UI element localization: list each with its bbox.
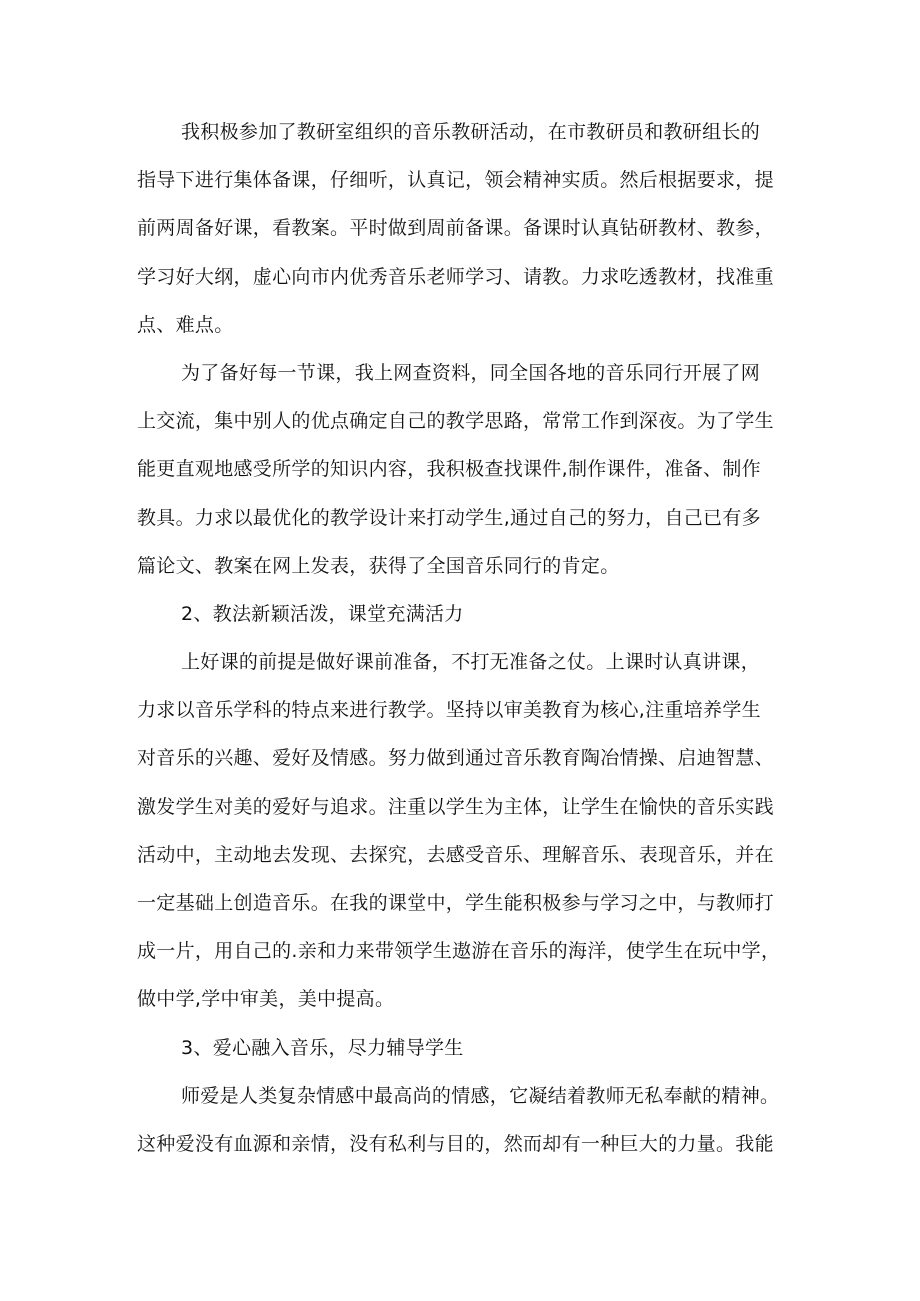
text-line: 篇论文、教案在网上发表，获得了全国音乐同行的肯定。 <box>137 554 620 577</box>
section-heading-2 <box>137 590 801 638</box>
paragraph-3 <box>137 638 801 1024</box>
section-heading-3 <box>137 1024 801 1072</box>
document-body <box>137 108 801 1168</box>
text-line: 激发学生对美的爱好与追求。注重以学生为主体，让学生在愉快的音乐实践 <box>137 795 774 818</box>
text-line: 对音乐的兴趣、爱好及情感。努力做到通过音乐教育陶冶情操、启迪智慧、 <box>137 747 774 770</box>
text-line: 师爱是人类复杂情感中最高尚的情感，它凝结着教师无私奉献的精神。 <box>181 1084 780 1107</box>
text-line: 为了备好每一节课，我上网查资料，同全国各地的音乐同行开展了网 <box>181 361 761 384</box>
paragraph-1 <box>137 108 801 349</box>
heading-line: 2、教法新颖活泼，课堂充满活力 <box>181 602 464 625</box>
text-line: 指导下进行集体备课，仔细听，认真记，领会精神实质。然后根据要求，提 <box>137 169 774 192</box>
text-line: 我积极参加了教研室组织的音乐教研活动，在市教研员和教研组长的 <box>181 121 761 143</box>
text-line: 能更直观地感受所学的知识内容，我积极查找课件,制作课件，准备、制作 <box>137 458 761 481</box>
heading-line: 3、爱心融入音乐，尽力辅导学生 <box>181 1036 464 1059</box>
text-line: 力求以音乐学科的特点来进行教学。坚持以审美教育为核心,注重培养学生 <box>137 699 761 722</box>
text-line: 前两周备好课，看教案。平时做到周前备课。备课时认真钻研教材、教参， <box>137 217 774 240</box>
text-line: 做中学,学中审美，美中提高。 <box>137 988 395 1011</box>
text-line: 学习好大纲，虚心向市内优秀音乐老师学习、请教。力求吃透教材，找准重 <box>137 265 774 288</box>
text-line: 上交流，集中别人的优点确定自己的教学思路，常常工作到深夜。为了学生 <box>137 410 774 433</box>
text-line: 上好课的前提是做好课前准备，不打无准备之仗。上课时认真讲课， <box>181 651 761 674</box>
text-line: 成一片，用自己的.亲和力来带领学生遨游在音乐的海洋，使学生在玩中学， <box>137 940 781 963</box>
text-line: 教具。力求以最优化的教学设计来打动学生,通过自己的努力，自己已有多 <box>137 506 761 529</box>
paragraph-2 <box>137 349 801 590</box>
text-line: 这种爱没有血源和亲情，没有私利与目的，然而却有一种巨大的力量。我能 <box>137 1132 774 1155</box>
text-line: 一定基础上创造音乐。在我的课堂中，学生能积极参与学习之中，与教师打 <box>137 892 774 914</box>
text-line: 活动中，主动地去发现、去探究，去感受音乐、理解音乐、表现音乐，并在 <box>137 843 774 866</box>
paragraph-4 <box>137 1072 801 1168</box>
text-line: 点、难点。 <box>137 313 234 336</box>
